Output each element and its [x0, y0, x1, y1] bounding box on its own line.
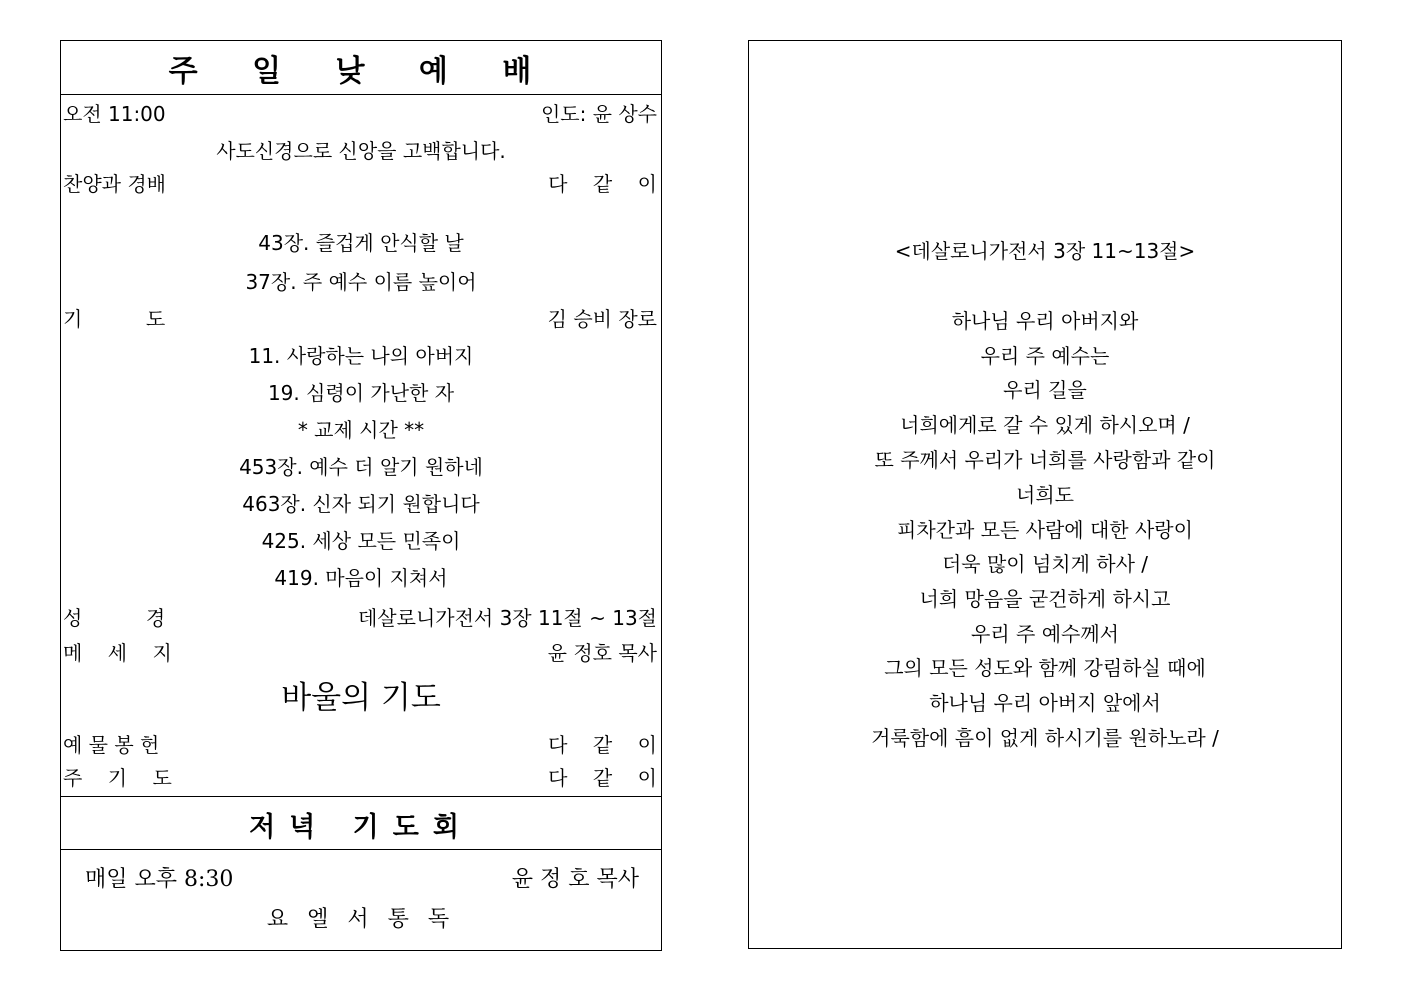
scripture-line: 우리 주 예수께서	[971, 622, 1119, 646]
prayer-who: 김 승비 장로	[547, 307, 657, 331]
message-who: 윤 정호 목사	[547, 641, 657, 665]
song-item: 19. 심령이 가난한 자	[267, 381, 455, 405]
service-leader: 인도: 윤 상수	[540, 102, 657, 126]
evening-title: 저녁 기도회	[249, 811, 473, 843]
service-title: 주 일 낮 예 배	[168, 54, 554, 89]
song-item: 453장. 예수 더 알기 원하네	[239, 455, 483, 479]
scripture-line: 우리 길을	[1003, 378, 1087, 402]
scripture-line: 하나님 우리 아버지와	[951, 309, 1139, 333]
scripture-text-panel	[748, 40, 1342, 949]
scripture-label: 성 경	[63, 606, 166, 630]
scripture-line: 너희에게로 갈 수 있게 하시오며 /	[900, 413, 1190, 437]
divider	[61, 849, 661, 850]
hymn-item: 37장. 주 예수 이름 높이어	[245, 270, 477, 294]
scripture-line: 또 주께서 우리가 너희를 사랑함과 같이	[874, 448, 1216, 472]
divider	[61, 94, 661, 95]
scripture-line: 거룩함에 흠이 없게 하시기를 원하노라 /	[871, 726, 1219, 750]
message-label: 메 세 지	[63, 641, 172, 665]
song-item: 11. 사랑하는 나의 아버지	[248, 344, 474, 368]
scripture-line: 하나님 우리 아버지 앞에서	[929, 691, 1161, 715]
prayer-row	[61, 304, 661, 334]
sermon-title: 바울의 기도	[281, 680, 441, 716]
evening-reading: 요 엘 서 통 독	[266, 907, 456, 932]
praise-who: 다 같 이	[548, 172, 657, 196]
scripture-line: 너희도	[1016, 483, 1074, 507]
scripture-line: 너희 망음을 굳건하게 하시고	[919, 587, 1171, 611]
scripture-line: 피차간과 모든 사람에 대한 사랑이	[897, 518, 1193, 542]
fellowship-time: * 교제 시간 **	[297, 418, 425, 442]
lords-prayer-label: 주 기 도	[63, 766, 172, 790]
scripture-row	[61, 603, 661, 633]
praise-row	[61, 169, 661, 199]
song-item: 419. 마음이 지쳐서	[274, 566, 448, 590]
scripture-heading: <데살로니가전서 3장 11~13절>	[894, 239, 1196, 263]
prayer-label: 기 도	[63, 307, 166, 331]
creed-line: 사도신경으로 신앙을 고백합니다.	[216, 139, 506, 163]
lords-prayer-who: 다 같 이	[548, 766, 657, 790]
time-row	[61, 99, 661, 129]
evening-row	[61, 865, 661, 895]
praise-label: 찬양과 경배	[63, 172, 166, 196]
lords-prayer-row	[61, 763, 661, 793]
offering-who: 다 같 이	[548, 733, 657, 757]
offering-label: 예 물 봉 헌	[63, 733, 160, 757]
scripture-line: 우리 주 예수는	[980, 344, 1110, 368]
scripture-line: 더욱 많이 넘치게 하사 /	[941, 552, 1149, 576]
scripture-line: 그의 모든 성도와 함께 강림하실 때에	[884, 656, 1206, 680]
scripture-ref: 데살로니가전서 3장 11절 ~ 13절	[357, 606, 657, 630]
hymn-item: 43장. 즐겁게 안식할 날	[258, 231, 464, 255]
song-item: 463장. 신자 되기 원합니다	[242, 492, 480, 516]
order-of-worship-panel	[60, 40, 662, 951]
message-row	[61, 638, 661, 668]
evening-pastor: 윤 정 호 목사	[511, 867, 639, 892]
song-item: 425. 세상 모든 민족이	[261, 529, 461, 553]
offering-row	[61, 730, 661, 760]
evening-time: 매일 오후 8:30	[85, 867, 234, 892]
service-time: 오전 11:00	[63, 102, 166, 126]
